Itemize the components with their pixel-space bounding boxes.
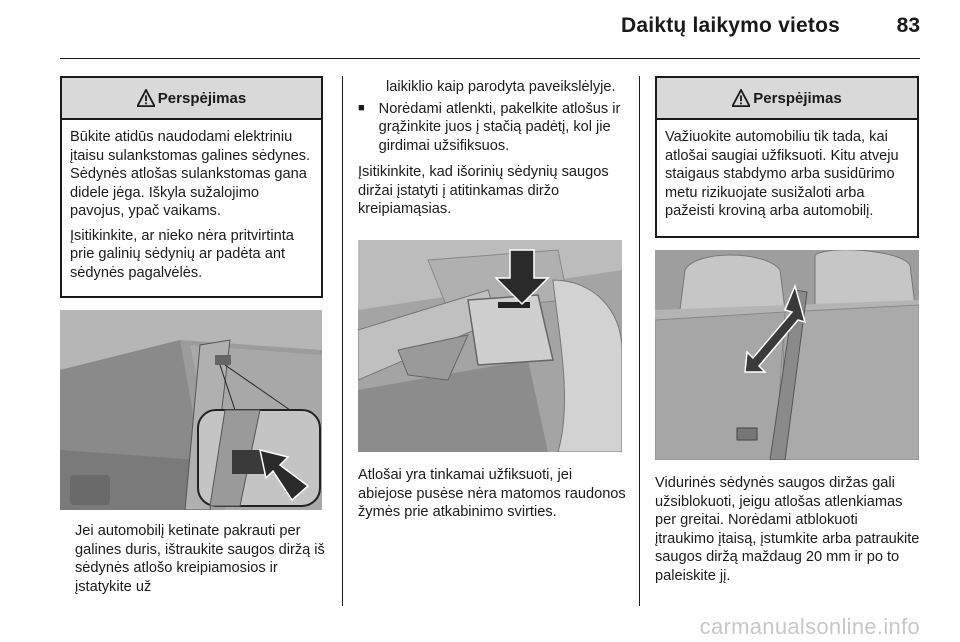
- warning-heading: Perspėjimas: [157, 89, 247, 107]
- body-paragraph: Vidurinės sėdynės saugos diržas gali užsiblokuoti, jeigu atlošas atlenkiamas per greitai. Norėdami atblokuoti įtraukimo įtaisą, įstumkite arba patraukite saugos diržą maždaug 20 mm ir po to paleiskite jį.: [655, 475, 920, 584]
- page-header-title: Daiktų laikymo vietos: [621, 14, 840, 37]
- column-divider: [342, 76, 343, 606]
- warning-header: [657, 78, 917, 120]
- center-belt-figure: [655, 250, 919, 460]
- warning-box: [655, 76, 919, 238]
- warning-paragraph: Įsitikinkite, ar nieko nėra pritvirtinta prie galinių sėdynių ar padėta ant sėdynės pagalvėlės.: [70, 227, 294, 281]
- warning-heading: Perspėjimas: [753, 89, 842, 107]
- body-paragraph: Įsitikinkite, kad išorinių sėdynių saugos diržai įstatyti į atitinkamas diržo kreipiamąsias.: [358, 164, 609, 217]
- bullet-square-icon: ■: [358, 101, 365, 114]
- seat-belt-holder-figure: [60, 310, 322, 510]
- body-paragraph: Atlošai yra tinkamai užfiksuoti, jei abiejose pusėse nėra matomos raudonos žymės prie atkabinimo svirties.: [358, 467, 626, 520]
- continuation-text: laikiklio kaip parodyta paveikslėlyje.: [386, 79, 616, 95]
- warning-paragraph: Važiuokite automobiliu tik tada, kai atlošai saugiai užfiksuoti. Kitu atveju staigaus stabdymo arba susidūrimo metu rizikuojate susižaloti arba pažeisti kroviną arba automobilį.: [665, 129, 899, 219]
- warning-paragraph: Būkite atidūs naudodami elektriniu įtaisu sulankstomas galines sėdynes. Sėdynės atlošas sulankstomas gana didele jėga. Iškyla sužalojimo pavojus, ypač vaikams.: [70, 129, 311, 219]
- figure-caption: Jei automobilį ketinate pakrauti per galines duris, ištraukite saugos diržą iš sėdynės atlošo kreipiamosios ir įstatykite už: [75, 523, 325, 595]
- column-divider: [639, 76, 640, 606]
- warning-header: [62, 78, 321, 120]
- bullet-item: [358, 100, 626, 156]
- page-number: 83: [896, 14, 920, 37]
- header-rule: [60, 58, 920, 59]
- warning-box: [60, 76, 323, 298]
- belt-guide-figure: [358, 240, 622, 452]
- warning-triangle-icon: [732, 89, 750, 107]
- warning-triangle-icon: [137, 89, 155, 107]
- bullet-text: Norėdami atlenkti, pakelkite atlošus ir grąžinkite juos į stačią padėtį, kol jie girdimai užsifiksuos.: [378, 100, 621, 154]
- watermark: carmanualsonline.info: [699, 614, 920, 639]
